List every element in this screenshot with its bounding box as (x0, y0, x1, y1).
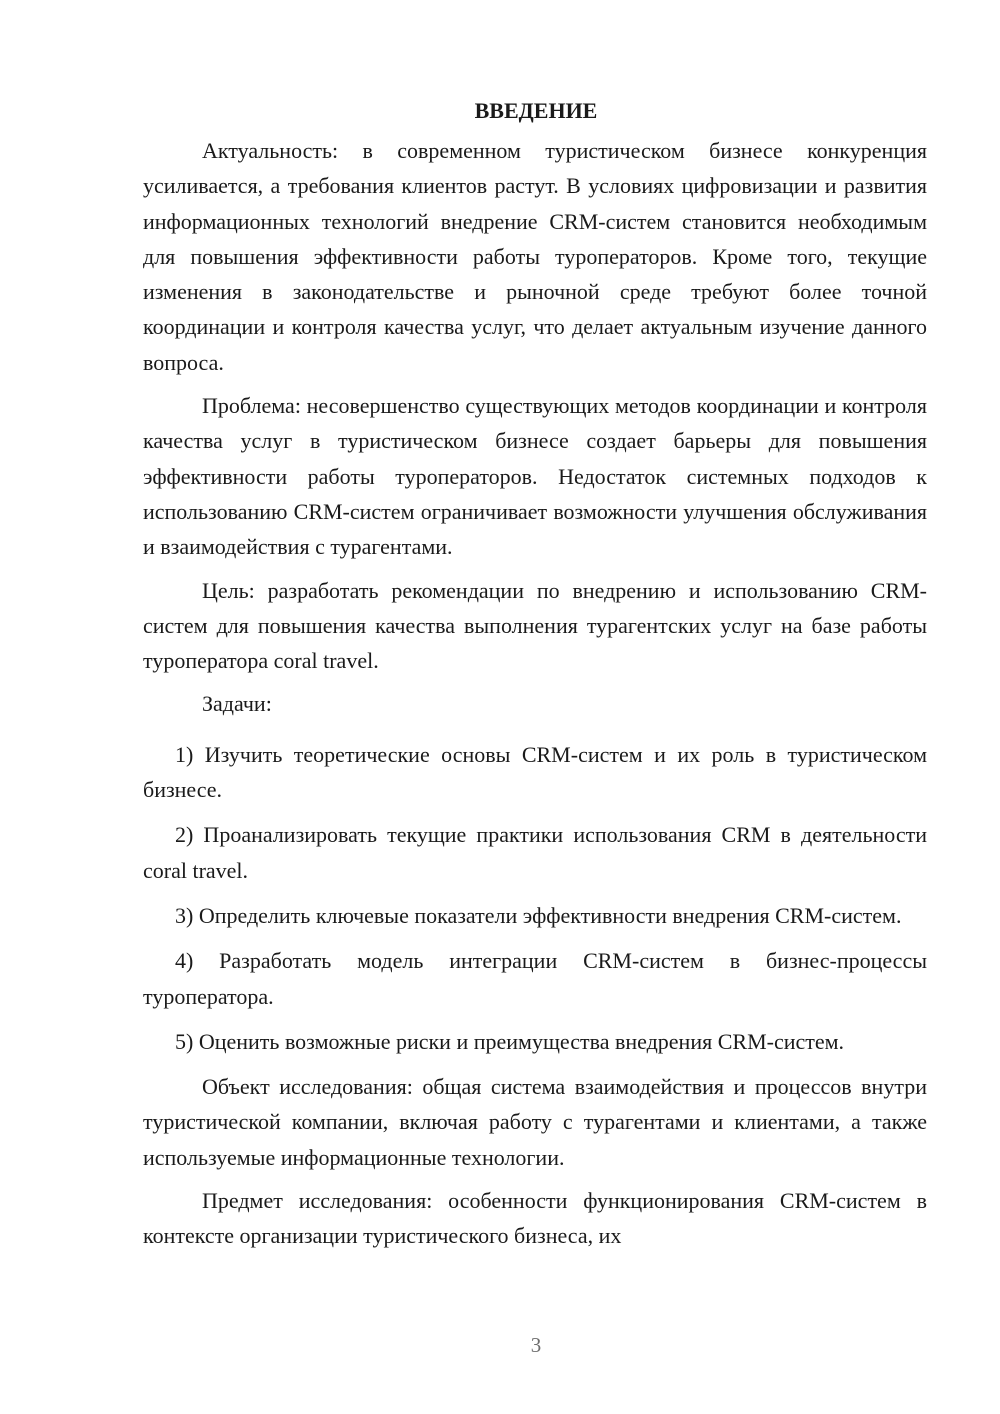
paragraph-goal: Цель: разработать рекомендации по внедрению и использованию CRM-систем для повышения качества выполнения турагентских услуг на базе работы туроператора coral travel. (143, 577, 927, 674)
paragraph-subject: Предмет исследования: особенности функционирования CRM-систем в контексте организации туристического бизнеса, их (143, 1188, 927, 1249)
paragraph-relevance: Актуальность: в современном туристическом бизнесе конкуренция усиливается, а требования клиентов растут. В условиях цифровизации и развития информационных технологий внедрение CRM-систем становится необходимым для повышения эффективности работы туроператоров. Кроме того, текущие изменения в законодательстве и рыночной среде требуют более точной координации и контроля качества услуг, что делает актуальным изучение данного вопроса. (143, 138, 927, 375)
task-item-5: 5) Оценить возможные риски и преимущества внедрения CRM-систем. (175, 1028, 845, 1054)
tasks-heading: Задачи: (202, 691, 272, 717)
task-item-4: 4) Разработать модель интеграции CRM-систем в бизнес-процессы туроператора. (143, 948, 927, 1009)
task-item-2: 2) Проанализировать текущие практики использования CRM в деятельности coral travel. (143, 822, 927, 883)
paragraph-object: Объект исследования: общая система взаимодействия и процессов внутри туристической компании, включая работу с турагентами и клиентами, а также используемые информационные технологии. (143, 1074, 927, 1170)
page-number: 3 (530, 1333, 542, 1357)
paragraph-problem: Проблема: несовершенство существующих методов координации и контроля качества услуг в туристическом бизнесе создает барьеры для повышения эффективности работы туроператоров. Недостаток системных подходов к использованию CRM-систем ограничивает возможности улучшения обслуживания и взаимодействия с турагентами. (143, 393, 927, 560)
page-content (143, 96, 927, 1262)
task-item-3: 3) Определить ключевые показатели эффективности внедрения CRM-систем. (175, 902, 902, 928)
task-item-1: 1) Изучить теоретические основы CRM-систем и их роль в туристическом бизнесе. (143, 741, 927, 803)
page-title: ВВЕДЕНИЕ (474, 98, 598, 123)
